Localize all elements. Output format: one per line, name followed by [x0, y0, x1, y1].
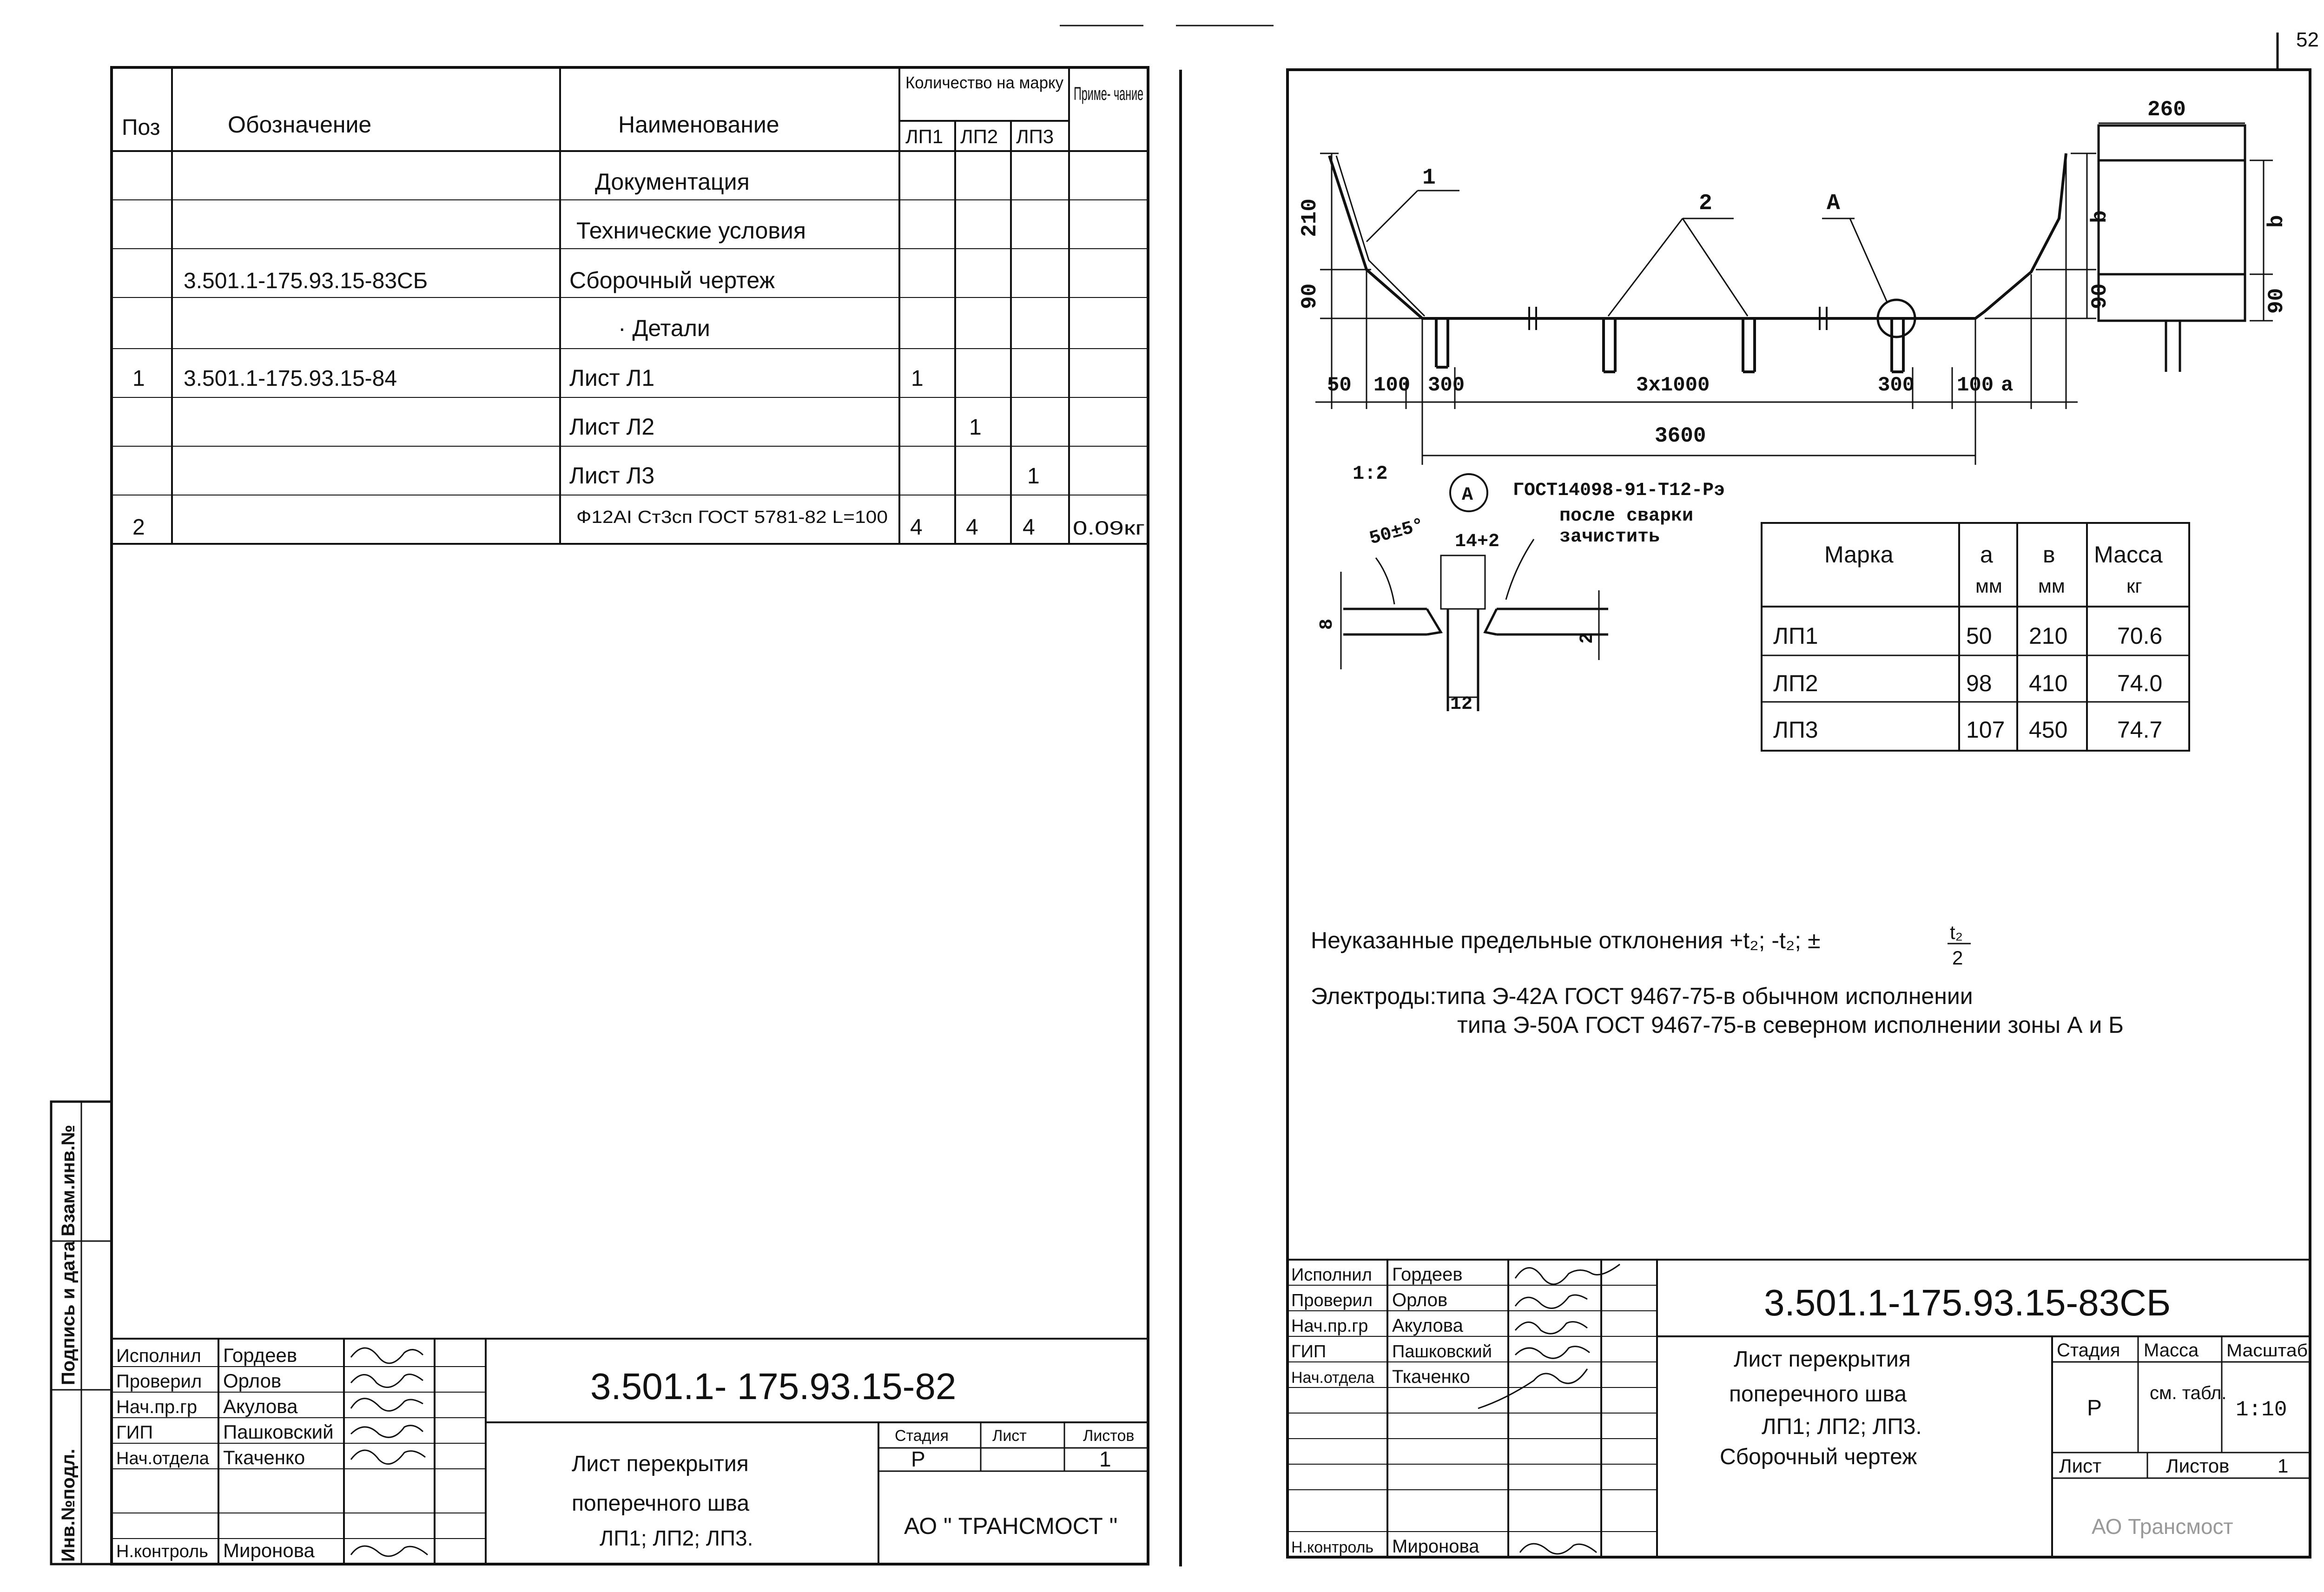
role-label: Нач.отдела [1291, 1369, 1374, 1387]
th-lp2: ЛП2 [960, 126, 998, 147]
marks-th-massa-unit: кг [2126, 575, 2142, 597]
spec-row-name: Документация [595, 169, 750, 195]
weld-note-1: после сварки [1559, 506, 1694, 527]
marks-th-v: в [2043, 542, 2055, 568]
right-mass-header: Масса [2144, 1340, 2199, 1361]
right-stage: Р [2087, 1396, 2102, 1420]
dim-100: 100 [1957, 374, 1994, 397]
left-title-line: ЛП1; ЛП2; ЛП3. [600, 1526, 753, 1550]
dim-90-side: 90 [2265, 288, 2289, 314]
person-name: Орлов [223, 1370, 282, 1392]
electrodes-note-2: типа Э-50А ГОСТ 9467-75-в северном исполнении зоны А и Б [1457, 1012, 2124, 1038]
left-sheets-header: Листов [1083, 1427, 1135, 1445]
right-roles [1291, 1264, 1492, 1557]
dim-90: 90 [1298, 283, 1322, 309]
leader-a: А [1827, 191, 1840, 216]
marks-rows [1773, 623, 2162, 743]
dim-100: 100 [1373, 374, 1411, 397]
right-org: АО Трансмост [2092, 1514, 2233, 1539]
person-name: Пашковский [223, 1421, 334, 1443]
tolerance-frac-den: 2 [1952, 947, 1963, 969]
left-title-line: Лист перекрытия [572, 1452, 749, 1476]
spec-row-name: Лист Л3 [569, 462, 655, 489]
role-label: Нач.пр.гр [1291, 1316, 1368, 1336]
dim-260: 260 [2147, 98, 2186, 122]
th-designation: Обозначение [228, 112, 372, 138]
right-title-line: Лист перекрытия [1734, 1347, 1911, 1372]
marks-cell: 210 [2029, 623, 2068, 649]
spec-row-name: Лист Л1 [569, 365, 655, 391]
weld-gap: 14+2 [1455, 531, 1500, 552]
role-label: Н.контроль [116, 1542, 208, 1561]
left-sheet [51, 67, 1181, 1566]
right-title-line: поперечного шва [1729, 1382, 1907, 1407]
leader-2: 2 [1699, 191, 1712, 216]
role-label: ГИП [1291, 1342, 1327, 1361]
dim-50: 50 [1327, 374, 1352, 397]
right-scale-header: Масштаб [2226, 1341, 2308, 1361]
plate-profile [1329, 153, 2066, 372]
right-scale: 1:10 [2236, 1398, 2287, 1422]
marks-th-a: a [1980, 542, 1993, 568]
left-doc-code: 3.501.1- 175.93.15-82 [590, 1366, 957, 1407]
th-lp1: ЛП1 [905, 126, 944, 147]
right-sheets: 1 [2278, 1455, 2289, 1477]
th-note: Приме- чание [1074, 84, 1143, 104]
right-title-line: Сборочный чертеж [1720, 1445, 1917, 1469]
person-name: Пашковский [1392, 1342, 1492, 1361]
dim-210: 210 [1298, 198, 1322, 237]
left-sheet-header: Лист [992, 1427, 1027, 1445]
spec-row-lp2: 4 [966, 515, 978, 540]
weld-standard: ГОСТ14098-91-Т12-Рэ [1513, 480, 1725, 501]
dim-300: 300 [1428, 374, 1465, 397]
spec-row-designation: 3.501.1-175.93.15-84 [184, 366, 397, 391]
marks-cell: 74.7 [2117, 717, 2163, 743]
page-number: 52 [2296, 28, 2319, 51]
th-pos: Поз [122, 115, 160, 140]
side-view [2099, 123, 2273, 372]
right-mass: см. табл. [2150, 1383, 2227, 1403]
role-label: Проверил [116, 1371, 202, 1392]
dim-labels [1298, 198, 2013, 448]
role-label: Исполнил [116, 1346, 201, 1366]
right-sheet [1287, 70, 2310, 1557]
right-signatures [1478, 1264, 1620, 1554]
role-label: Н.контроль [1291, 1539, 1374, 1556]
person-name: Миронова [1392, 1536, 1479, 1557]
spec-row-name: Лист Л2 [569, 414, 655, 440]
detail-callout: А [1462, 485, 1473, 506]
marks-cell: 450 [2029, 717, 2068, 743]
person-name: Орлов [1392, 1290, 1448, 1310]
spec-rows [132, 169, 1145, 540]
detail-dim-12: 12 [1450, 694, 1473, 715]
detail-a [1317, 462, 1725, 715]
spec-row-pos: 2 [132, 515, 145, 540]
left-signatures [351, 1348, 428, 1556]
spec-row-note: 0.09кг [1073, 517, 1145, 539]
dim-3600: 3600 [1655, 424, 1706, 448]
leaders [1367, 191, 1887, 316]
dim-300: 300 [1878, 374, 1915, 397]
left-org: АО " ТРАНСМОСТ " [904, 1513, 1118, 1539]
spec-row-lp2: 1 [969, 415, 982, 440]
left-title-line: поперечного шва [572, 1491, 750, 1516]
left-stage: Р [911, 1447, 925, 1471]
marks-cell: 107 [1966, 717, 2005, 743]
weld-note-2: зачистить [1559, 527, 1660, 548]
detail-dim-8: 8 [1317, 618, 1338, 630]
spec-row-lp1: 1 [911, 366, 924, 391]
right-sheet-header: Лист [2059, 1455, 2102, 1477]
marks-cell: 50 [1966, 623, 1992, 649]
spec-row-name: Сборочный чертеж [569, 267, 775, 293]
left-stage-header: Стадия [895, 1427, 949, 1445]
right-title-line: ЛП1; ЛП2; ЛП3. [1762, 1414, 1922, 1439]
tolerance-frac-num: t₂ [1950, 921, 1963, 943]
role-label: Нач.отдела [116, 1449, 209, 1468]
stamp-podpis: Подпись и дата [58, 1241, 79, 1385]
spec-row-pos: 1 [132, 366, 145, 391]
spec-row-lp3: 1 [1027, 464, 1040, 489]
marks-cell: 70.6 [2117, 623, 2163, 649]
person-name: Гордеев [223, 1344, 297, 1366]
tolerance-note: Неуказанные предельные отклонения +t₂; -t₂; ± [1311, 927, 1821, 953]
th-lp3: ЛП3 [1016, 126, 1054, 147]
person-name: Ткаченко [1392, 1367, 1470, 1387]
marks-th-a-unit: мм [1975, 575, 2002, 597]
leader-1: 1 [1422, 165, 1436, 191]
marks-th-v-unit: мм [2038, 575, 2065, 597]
marks-cell: 410 [2029, 670, 2068, 696]
marks-cell: ЛП1 [1773, 623, 1818, 649]
detail-dim-2: 2 [1577, 632, 1598, 644]
role-label: Нач.пр.гр [116, 1397, 198, 1417]
marks-cell: 74.0 [2117, 670, 2163, 696]
electrodes-note-1: Электроды:типа Э-42А ГОСТ 9467-75-в обычном исполнении [1311, 983, 1973, 1009]
marks-th-massa: Масса [2094, 542, 2163, 568]
role-label: ГИП [116, 1422, 153, 1443]
left-sheets: 1 [1099, 1447, 1111, 1471]
th-qty: Количество на марку [905, 73, 1063, 92]
person-name: Миронова [223, 1539, 315, 1561]
spec-row-designation: 3.501.1-175.93.15-83СБ [184, 269, 428, 293]
right-doc-code: 3.501.1-175.93.15-83СБ [1764, 1282, 2171, 1323]
dim-b-side: b [2265, 215, 2289, 228]
spec-row-name: Ф12АI Ст3сп ГОСТ 5781-82 L=100 [576, 508, 888, 527]
person-name: Акулова [223, 1395, 298, 1417]
side-stamp [51, 1102, 112, 1564]
weld-angle: 50±5° [1367, 515, 1427, 550]
spec-row-name: · Детали [618, 315, 710, 341]
spec-row-lp3: 4 [1023, 515, 1035, 540]
marks-cell: ЛП2 [1773, 670, 1818, 696]
person-name: Гордеев [1392, 1264, 1463, 1285]
dim-90-right: 90 [2088, 283, 2112, 309]
person-name: Акулова [1392, 1315, 1463, 1336]
th-name: Наименование [618, 112, 779, 138]
right-sheets-header: Листов [2166, 1455, 2230, 1477]
role-label: Исполнил [1291, 1265, 1372, 1285]
marks-cell: 98 [1966, 670, 1992, 696]
stamp-vzam: Взам.инв.№ [58, 1124, 79, 1236]
right-stage-header: Стадия [2057, 1340, 2120, 1361]
spec-row-lp1: 4 [910, 515, 923, 540]
dim-a: a [2001, 374, 2014, 397]
person-name: Ткаченко [223, 1447, 305, 1468]
spec-row-name: Технические условия [576, 218, 806, 244]
left-roles [116, 1344, 334, 1561]
stamp-inv-podl: Инв.№подл. [58, 1448, 79, 1562]
dim-b: b [2088, 210, 2112, 223]
detail-scale: 1:2 [1353, 462, 1388, 485]
marks-th-marka: Марка [1824, 542, 1894, 568]
role-label: Проверил [1291, 1291, 1373, 1310]
marks-cell: ЛП3 [1773, 717, 1818, 743]
dim-3x1000: 3x1000 [1636, 374, 1710, 397]
